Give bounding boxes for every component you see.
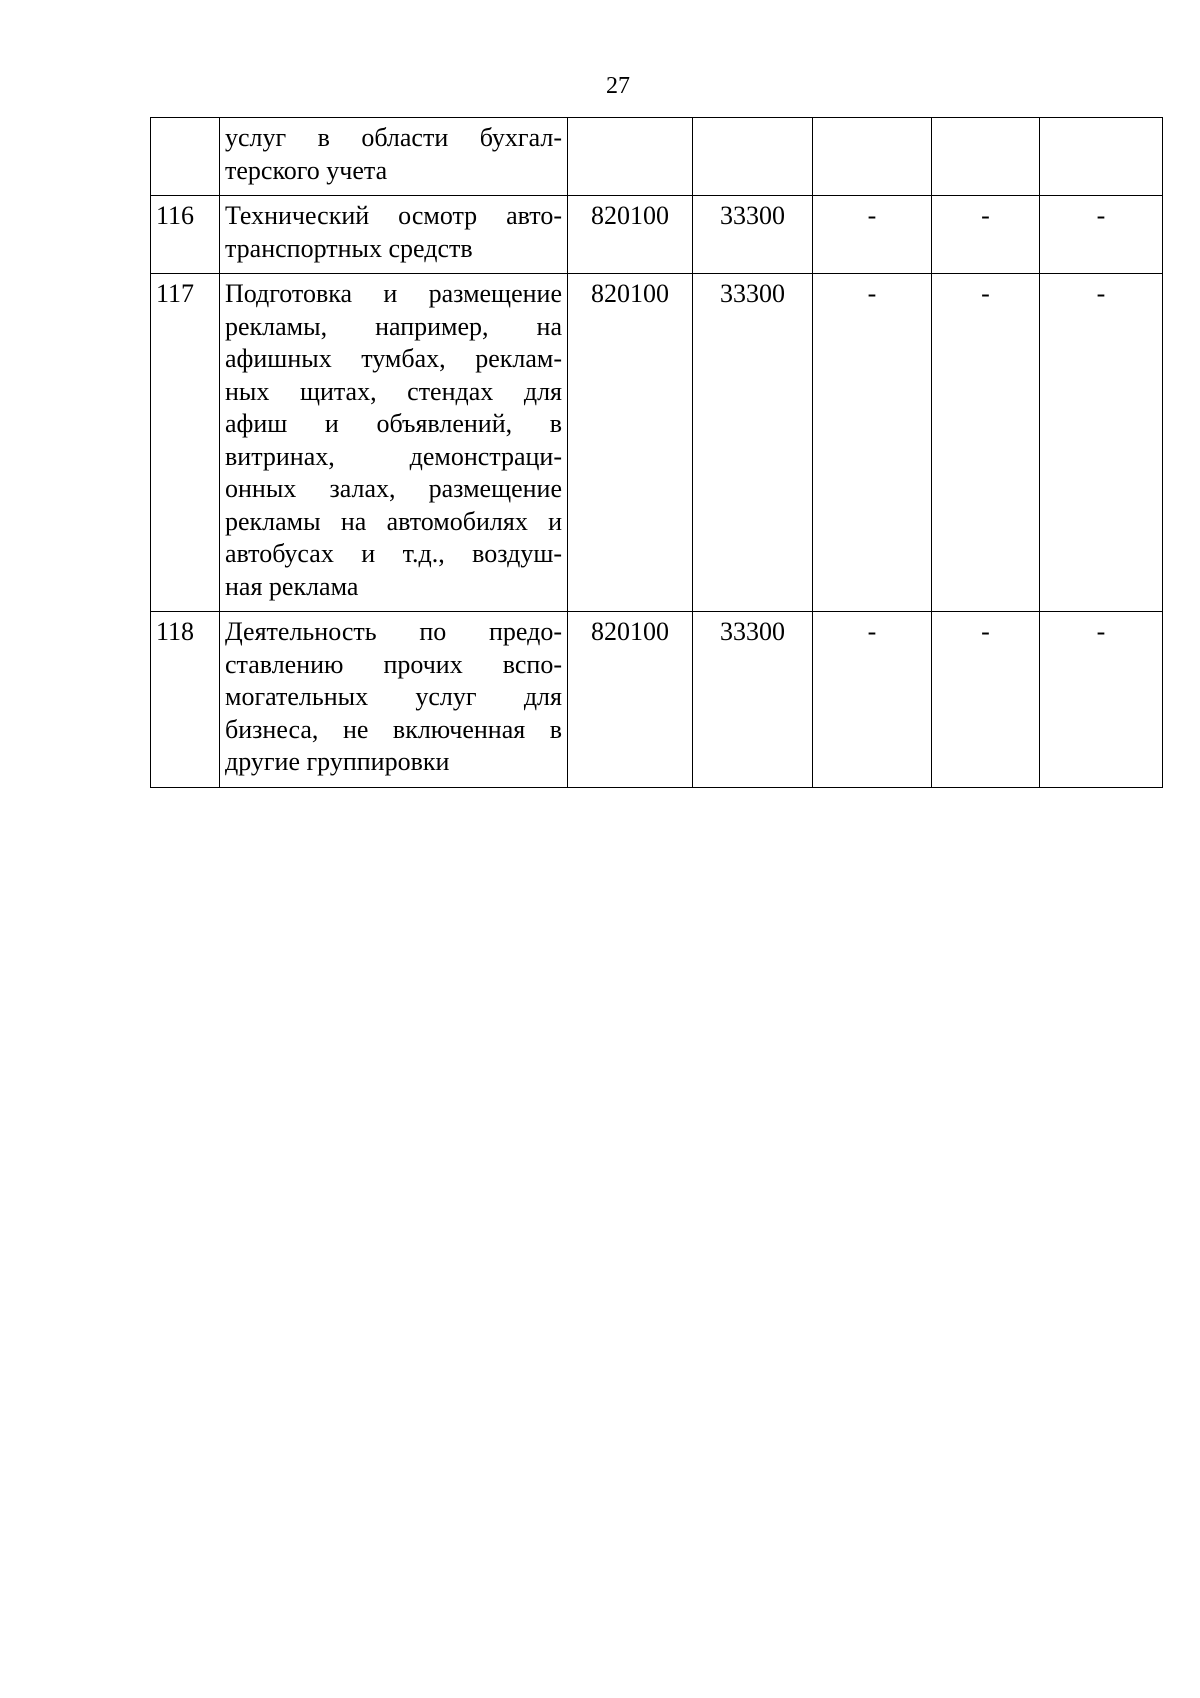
code2-cell: 33300 [693, 274, 813, 612]
description-line: услуг в области бухгал- [225, 123, 562, 152]
description-line: рекламы, например, на [225, 311, 562, 341]
description-line: могательных услуг для [225, 682, 562, 711]
row-number-cell [151, 118, 220, 196]
dash-cell [813, 118, 932, 196]
code-cell [568, 118, 693, 196]
row-number-cell: 116 [151, 196, 220, 274]
page-number: 27 [606, 73, 630, 99]
description-line: афишных тумбах, реклам- [225, 344, 562, 373]
description-line: другие группировки [225, 747, 450, 776]
row-description-cell [220, 612, 568, 788]
description-line: терского учета [225, 155, 388, 185]
code-cell: 820100 [568, 274, 693, 612]
description-line: витринах, демонстраци- [225, 441, 562, 471]
description-line: ных щитах, стендах для [225, 376, 562, 406]
row-description-cell [220, 118, 568, 196]
row-description-cell [220, 274, 568, 612]
dash-cell: - [1040, 612, 1163, 788]
description-line: афиш и объявлений, в [225, 409, 562, 438]
dash-cell: - [932, 196, 1040, 274]
dash-cell: - [813, 612, 932, 788]
code-cell: 820100 [568, 196, 693, 274]
classification-table [150, 117, 1163, 788]
code2-cell: 33300 [693, 196, 813, 274]
description-line: онных залах, размещение [225, 474, 562, 503]
description-line: автобусах и т.д., воздуш- [225, 539, 562, 568]
description-line: Технический осмотр авто- [225, 201, 562, 230]
dash-cell [1040, 118, 1163, 196]
dash-cell: - [932, 612, 1040, 788]
description-line: Подготовка и размещение [225, 279, 562, 308]
description-line: Деятельность по предо- [225, 617, 562, 646]
description-line: ставлению прочих вспо- [225, 649, 562, 679]
dash-cell: - [813, 274, 932, 612]
row-number-cell: 118 [151, 612, 220, 788]
code2-cell [693, 118, 813, 196]
code2-cell: 33300 [693, 612, 813, 788]
description-line: ная реклама [225, 571, 359, 601]
table-row [151, 196, 1163, 274]
dash-cell: - [1040, 274, 1163, 612]
description-line: бизнеса, не включенная в [225, 714, 562, 744]
dash-cell: - [813, 196, 932, 274]
table-row [151, 118, 1163, 196]
table-row [151, 612, 1163, 788]
dash-cell [932, 118, 1040, 196]
dash-cell: - [932, 274, 1040, 612]
description-line: рекламы на автомобилях и [225, 506, 562, 536]
code-cell: 820100 [568, 612, 693, 788]
table-row [151, 274, 1163, 612]
row-number-cell: 117 [151, 274, 220, 612]
dash-cell: - [1040, 196, 1163, 274]
row-description-cell [220, 196, 568, 274]
description-line: транспортных средств [225, 233, 473, 263]
